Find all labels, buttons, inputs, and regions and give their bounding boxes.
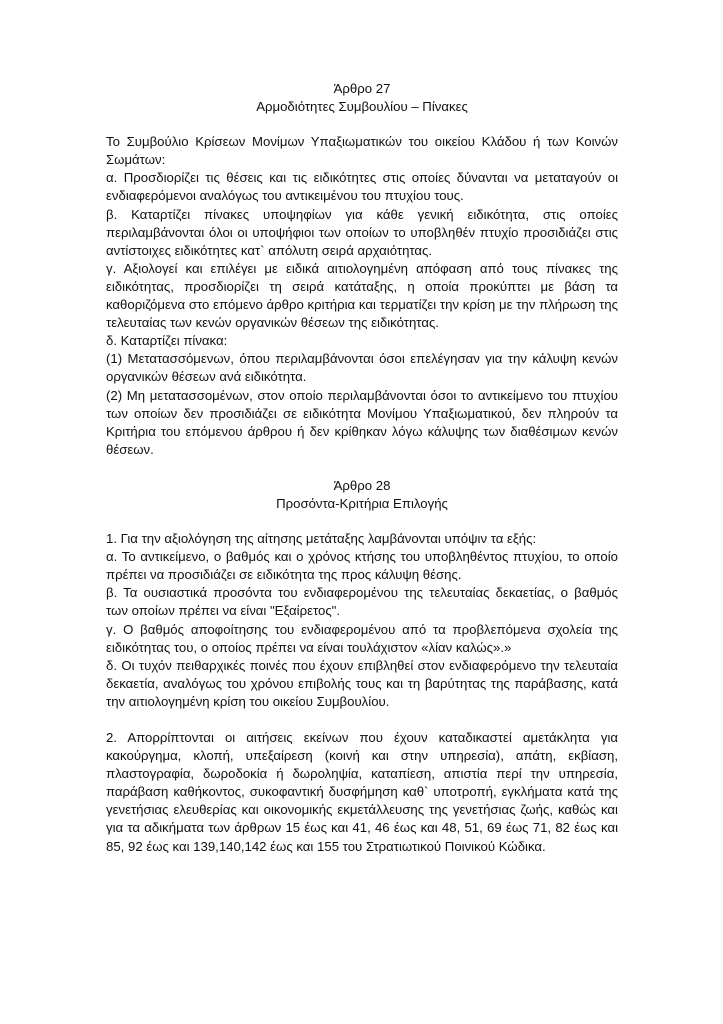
document-page [106, 80, 618, 856]
article-28-item-b: β. Τα ουσιαστικά προσόντα του ενδιαφερομένου της τελευταίας δεκαετίας, ο βαθμός των οποίων πρέπει να είναι "Εξαίρετος". [106, 585, 618, 619]
article-27-item-c: γ. Αξιολογεί και επιλέγει με ειδικά αιτιολογημένη απόφαση από τους πίνακες της ειδικότητας, προσδιορίζει τη σειρά κατάταξης, η οποία προκύπτει με βάση τα καθοριζόμενα στο επόμενο άρθρο κριτήρια και τερματίζει την κρίση με την πλήρωση της τελευταίας των κενών οργανικών θέσεων της ειδικότητας. [106, 260, 618, 331]
article-27-subitem-2: (2) Μη μετατασσομένων, στον οποίο περιλαμβάνονται όσοι το αντικείμενο του πτυχίου των οποίων δεν προσιδιάζει σε ειδικότητα Μονίμου Υπαξιωματικού, δεν πληρούν τα Κριτήρια του επόμενου άρθρου ή δεν κρίθηκαν λόγω κάλυψης των διαθέσιμων κενών θέσεων. [106, 387, 618, 457]
article-27-number: Άρθρο 27 [333, 81, 391, 96]
article-28-section-1-intro: 1. Για την αξιολόγηση της αίτησης μετάταξης λαμβάνονται υπόψιν τα εξής: [106, 531, 537, 547]
article-28-number: Άρθρο 28 [333, 477, 391, 493]
article-28-title: Προσόντα-Κριτήρια Επιλογής [276, 495, 448, 511]
article-28-item-d: δ. Οι τυχόν πειθαρχικές ποινές που έχουν επιβληθεί στον ενδιαφερόμενο την τελευταία δεκαετία, αναλόγως του χρόνου επιβολής τους και τη βαρύτητας της παράβασης, κατά την αιτιολογημένη κρίση του οικείου Συμβουλίου. [106, 657, 618, 709]
article-27-title: Αρμοδιότητες Συμβουλίου – Πίνακες [256, 99, 468, 115]
article-27-item-d: δ. Καταρτίζει πίνακα: [106, 333, 228, 349]
article-27-intro: Το Συμβούλιο Κρίσεων Μονίμων Υπαξιωματικών του οικείου Κλάδου ή των Κοινών Σωμάτων: [106, 134, 618, 168]
article-27-item-b: β. Καταρτίζει πίνακες υποψηφίων για κάθε γενική ειδικότητα, στις οποίες περιλαμβάνονται όλοι οι υποψήφιοι των οποίων το υποβληθέν πτυχίο προσιδιάζει στις αντίστοιχες ειδικότητες κατ` απόλυτη σειρά αρχαιότητας. [106, 206, 618, 258]
article-28-item-a: α. Το αντικείμενο, ο βαθμός και ο χρόνος κτήσης του υποβληθέντος πτυχίου, το οποίο πρέπει να προσιδιάζει σε ειδικότητα της προς κάλυψη θέσης. [106, 549, 618, 583]
article-28-section-2: 2. Απορρίπτονται οι αιτήσεις εκείνων που έχουν καταδικαστεί αμετάκλητα για κακούργημα, κλοπή, υπεξαίρεση (κοινή και στην υπηρεσία), απάτη, εκβίαση, πλαστογραφία, δωροδοκία ή δωροληψία, καταπίεση, απιστία περί την υπηρεσία, παράβαση καθήκοντος, συκοφαντική δυσφήμηση καθ` υποτροπή, εγκλήματα κατά της γενετήσιας ελευθερίας και οικονομικής εκμετάλλευσης της γενετήσιας ζωής, καθώς και για τα αδικήματα των άρθρων 15 έως και 41, 46 έως και 48, 51, 69 έως 71, 82 έως και 85, 92 έως και 139,140,142 έως και 155 του Στρατιωτικού Ποινικού Κώδικα. [106, 730, 618, 854]
article-27-item-a: α. Προσδιορίζει τις θέσεις και τις ειδικότητες στις οποίες δύνανται να μεταταγούν οι ενδιαφερόμενοι αναλόγως του αντικειμένου του πτυχίου τους. [106, 170, 618, 204]
article-28-item-c: γ. Ο βαθμός αποφοίτησης του ενδιαφερομένου από τα προβλεπόμενα σχολεία της ειδικότητας του, ο οποίος πρέπει να είναι τουλάχιστον «λίαν καλώς».» [106, 621, 618, 655]
article-27-subitem-1: (1) Μετατασσόμενων, όπου περιλαμβάνονται όσοι επελέγησαν για την κάλυψη κενών οργανικών θέσεων ανά ειδικότητα. [106, 351, 618, 385]
